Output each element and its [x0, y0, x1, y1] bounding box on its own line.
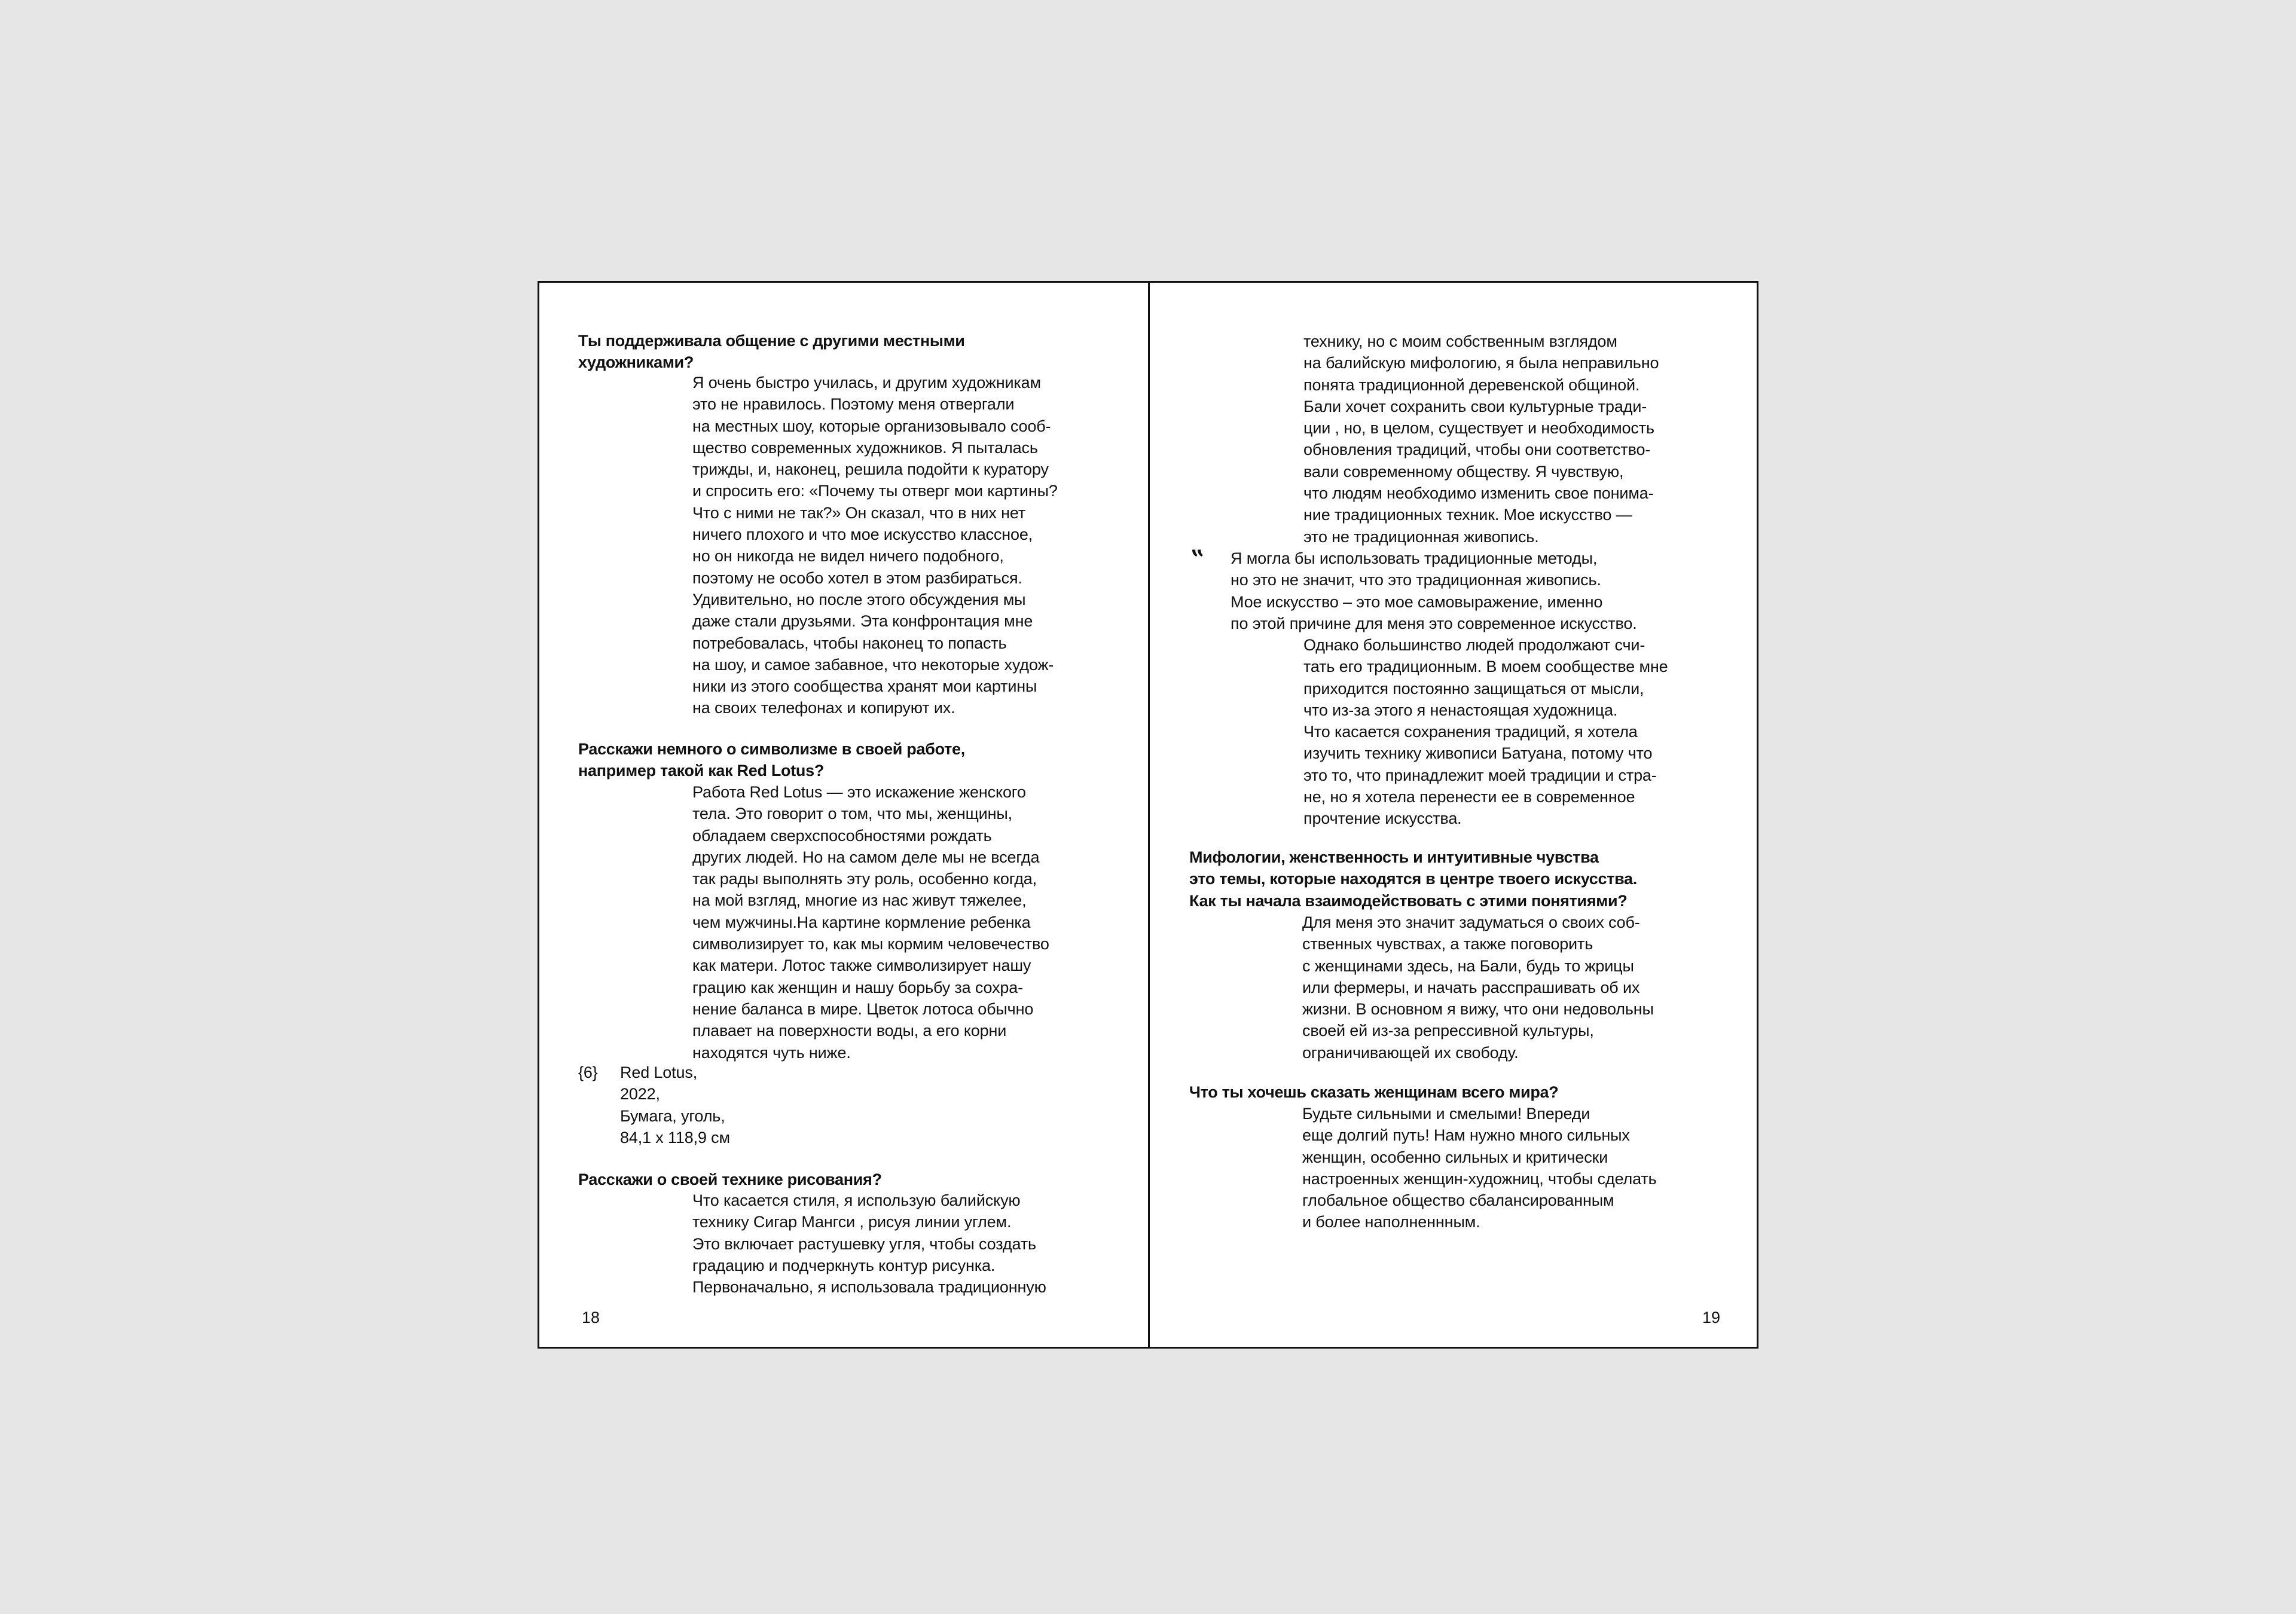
caption-line: Бумага, уголь, — [620, 1106, 725, 1125]
text-line: что людям необходимо изменить свое понима- — [1303, 484, 1654, 503]
text-line: изучить технику живописи Батуана, потому что — [1303, 744, 1653, 763]
heading-line: Ты поддерживала общение с другими местными — [578, 332, 965, 350]
text-line: Для меня это значит задуматься о своих соб- — [1302, 913, 1640, 931]
text-line: и более наполненнным. — [1302, 1213, 1480, 1231]
figure-caption-ref — [578, 1062, 598, 1083]
text-line: еще долгий путь! Нам нужно много сильных — [1302, 1126, 1630, 1145]
text-line: трижды, и, наконец, решила подойти к куратору — [692, 460, 1049, 479]
text-line: жизни. В основном я вижу, что они недовольны — [1302, 1000, 1654, 1019]
text-line: вали современному обществу. Я чувствую, — [1303, 462, 1624, 481]
text-line: ции , но, в целом, существует и необходимость — [1303, 419, 1654, 438]
text-line: ничего плохого и что мое искусство классное, — [692, 525, 1033, 544]
caption-line: 2022, — [620, 1085, 660, 1103]
text-line: на мой взгляд, многие из нас живут тяжелее, — [692, 891, 1027, 910]
text-line: ограничивающей их свободу. — [1302, 1043, 1519, 1062]
text-line: потребовалась, чтобы наконец то попасть — [692, 634, 1007, 652]
text-line: поэтому не особо хотел в этом разбираться. — [692, 568, 1022, 587]
answer-paragraph — [1303, 634, 1668, 830]
pull-quote — [1231, 548, 1637, 634]
question-heading — [1189, 1081, 1558, 1103]
text-line: ственных чувствах, а также поговорить — [1302, 935, 1593, 953]
book-spread — [538, 281, 1758, 1349]
text-line: на шоу, и самое забавное, что некоторые худож- — [692, 655, 1054, 674]
text-line: плавает на поверхности воды, а его корни — [692, 1022, 1007, 1040]
answer-paragraph — [1303, 331, 1659, 548]
text-line: тела. Это говорит о том, что мы, женщины, — [692, 805, 1012, 823]
text-line: с женщинами здесь, на Бали, будь то жрицы — [1302, 956, 1634, 975]
text-line: на балийскую мифологию, я была неправильно — [1303, 354, 1659, 372]
heading-line: Расскажи о своей технике рисования? — [578, 1170, 882, 1188]
question-heading — [1189, 846, 1637, 912]
text-line: Что с ними не так?» Он сказал, что в них нет — [692, 503, 1026, 522]
text-line: это не нравилось. Поэтому меня отвергали — [692, 395, 1015, 414]
text-line: женщин, особенно сильных и критически — [1302, 1148, 1608, 1166]
text-line: Что касается сохранения традиций, я хотела — [1303, 723, 1638, 741]
text-line: прочтение искусства. — [1303, 809, 1462, 828]
text-line: нение баланса в мире. Цветок лотоса обычно — [692, 999, 1034, 1018]
text-line: Будьте сильными и смелыми! Впереди — [1302, 1105, 1590, 1123]
text-line: понята традиционной деревенской общиной. — [1303, 375, 1640, 394]
text-line: и спросить его: «Почему ты отверг мои картины? — [692, 482, 1058, 500]
text-line: градацию и подчеркнуть контур рисунка. — [692, 1256, 996, 1274]
text-line: обладаем сверхспособностями рождать — [692, 826, 992, 845]
text-line: других людей. Но на самом деле мы не всегда — [692, 848, 1040, 866]
text-line: щество современных художников. Я пыталась — [692, 438, 1038, 457]
answer-paragraph — [692, 372, 1058, 719]
answer-paragraph — [692, 1190, 1046, 1298]
caption-line: 84,1 x 118,9 см — [620, 1128, 730, 1147]
text-line: это не традиционная живопись. — [1303, 527, 1539, 546]
text-line: или фермеры, и начать расспрашивать об их — [1302, 978, 1640, 996]
text-line: как матери. Лотос также символизирует нашу — [692, 956, 1031, 975]
text-line: тать его традиционным. В моем сообществе мне — [1303, 658, 1668, 676]
answer-paragraph — [692, 781, 1049, 1063]
spine-divider — [1148, 283, 1150, 1347]
text-line: грацию как женщин и нашу борьбу за сохра- — [692, 978, 1024, 996]
text-line: символизирует то, как мы кормим человечество — [692, 935, 1049, 953]
question-heading — [578, 330, 965, 374]
heading-line: Что ты хочешь сказать женщинам всего мира? — [1189, 1083, 1559, 1101]
quote-line: Я могла бы использовать традиционные методы, — [1231, 549, 1598, 567]
text-line: Я очень быстро училась, и другим художникам — [692, 374, 1041, 392]
quote-mark-icon: ‟ — [1191, 545, 1205, 573]
text-line: Бали хочет сохранить свои культурные тради- — [1303, 397, 1647, 415]
text-line: на местных шоу, которые организовывало сооб- — [692, 417, 1051, 435]
page-number: 18 — [582, 1309, 600, 1326]
quote-line: Мое искусство – это мое самовыражение, именно — [1231, 592, 1603, 611]
text-line: Однако большинство людей продолжают счи- — [1303, 636, 1645, 654]
text-line: Удивительно, но после этого обсуждения мы — [692, 590, 1026, 609]
text-line: технику, но с моим собственным взглядом — [1303, 332, 1617, 350]
text-line: глобальное общество сбалансированным — [1302, 1191, 1614, 1210]
quote-line: по этой причине для меня это современное искусство. — [1231, 614, 1637, 632]
text-line: Что касается стиля, я использую балийскую — [692, 1191, 1021, 1209]
heading-line: Как ты начала взаимодействовать с этими понятиями? — [1189, 891, 1628, 910]
heading-line: Мифологии, женственность и интуитивные чувства — [1189, 848, 1599, 866]
text-line: но он никогда не видел ничего подобного, — [692, 547, 1004, 565]
text-line: приходится постоянно защищаться от мысли, — [1303, 679, 1644, 698]
text-line: Первоначально, я использовала традиционную — [692, 1278, 1046, 1297]
text-line: не, но я хотела перенести ее в современное — [1303, 788, 1635, 806]
text-line: обновления традиций, чтобы они соответство- — [1303, 441, 1651, 459]
text-line: ники из этого сообщества хранят мои картины — [692, 677, 1037, 696]
heading-line: это темы, которые находятся в центре твоего искусства. — [1189, 870, 1637, 888]
text-line: Это включает растушевку угля, чтобы создать — [692, 1234, 1036, 1253]
heading-line: художниками? — [578, 353, 694, 372]
heading-line: Расскажи немного о символизме в своей работе, — [578, 740, 965, 758]
text-line: настроенных женщин-художниц, чтобы сделать — [1302, 1169, 1657, 1188]
text-line: чем мужчины.На картине кормление ребенка — [692, 913, 1031, 931]
text-line: что из-за этого я ненастоящая художница. — [1303, 701, 1618, 719]
page-number: 19 — [1702, 1309, 1720, 1326]
text-line: это то, что принадлежит моей традиции и стра- — [1303, 766, 1657, 784]
text-line: на своих телефонах и копируют их. — [692, 699, 955, 717]
answer-paragraph — [1302, 1103, 1657, 1233]
text-line: находятся чуть ниже. — [692, 1043, 851, 1062]
left-page — [539, 283, 1149, 1347]
text-line: своей ей из-за репрессивной культуры, — [1302, 1022, 1594, 1040]
question-heading — [578, 1169, 882, 1190]
text-line: так рады выполнять эту роль, особенно когда, — [692, 870, 1037, 888]
text-line: Работа Red Lotus — это искажение женского — [692, 783, 1026, 801]
heading-line: например такой как Red Lotus? — [578, 762, 825, 780]
right-page — [1150, 283, 1758, 1347]
text-line: ние традиционных техник. Мое искусство — — [1303, 506, 1632, 524]
caption-line: Red Lotus, — [620, 1063, 698, 1081]
caption-reference: {6} — [578, 1063, 598, 1081]
text-line: даже стали друзьями. Эта конфронтация мне — [692, 612, 1033, 631]
question-heading — [578, 738, 965, 782]
answer-paragraph — [1302, 912, 1654, 1063]
figure-caption — [620, 1062, 730, 1148]
quote-line: но это не значит, что это традиционная живопись. — [1231, 571, 1601, 589]
text-line: технику Сигар Мангси , рисуя линии углем. — [692, 1213, 1012, 1231]
